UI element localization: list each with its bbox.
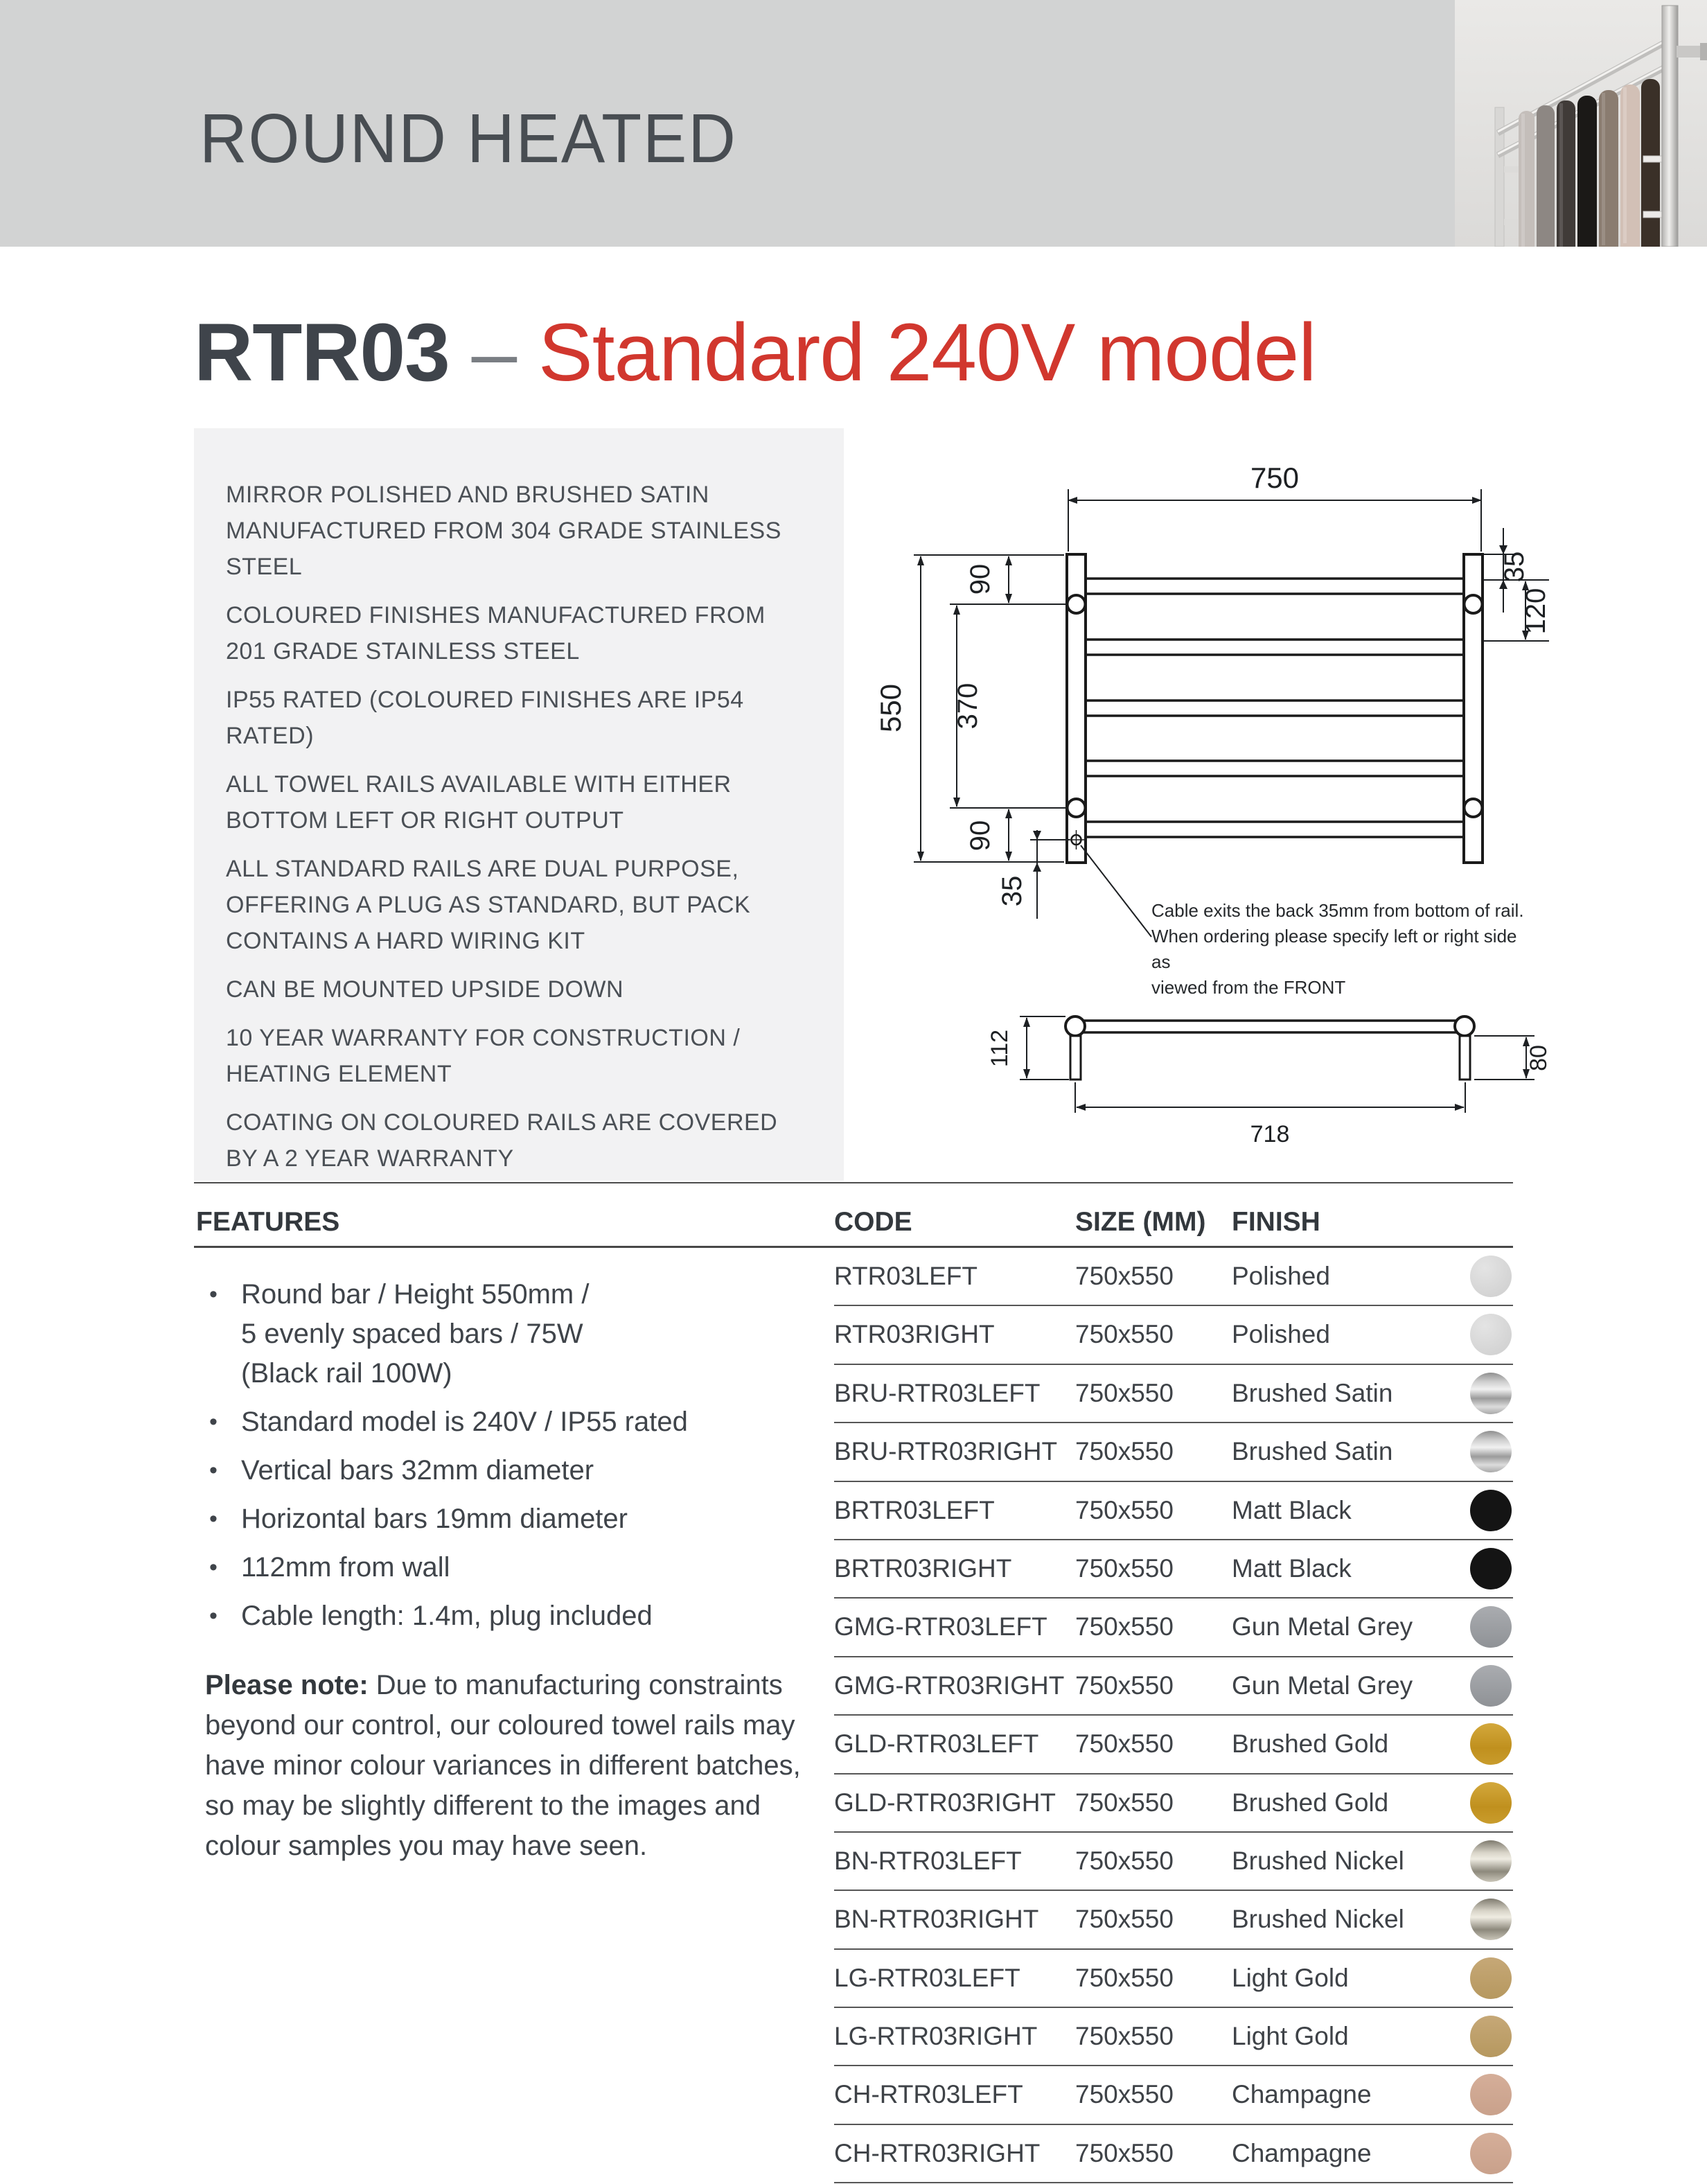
feature-item	[205, 1451, 837, 1490]
cable-note-line: When ordering please specify left or right side as	[1151, 926, 1517, 972]
finish-swatch-brushed-nickel	[1470, 1840, 1512, 1882]
cell-code: BRTR03RIGHT	[834, 1553, 1012, 1583]
title-dash: –	[471, 307, 517, 398]
table-row	[834, 1891, 1513, 1949]
cell-finish: Brushed Satin	[1232, 1378, 1393, 1407]
feature-line: • Cable length: 1.4m, plug included	[241, 1601, 653, 1631]
table-row	[834, 1950, 1513, 2008]
mount-hole	[1465, 799, 1483, 817]
table-row	[834, 1306, 1513, 1364]
cell-finish: Brushed Gold	[1232, 1729, 1389, 1759]
cable-exit-symbol	[1067, 830, 1086, 849]
feature-item	[205, 1596, 837, 1636]
cell-code: BRU-RTR03RIGHT	[834, 1437, 1058, 1466]
divider-rule	[194, 1182, 1513, 1183]
feature-line: • 112mm from wall	[241, 1552, 450, 1583]
finish-swatch-champagne	[1470, 2133, 1512, 2174]
side-view-diagram	[956, 984, 1707, 1192]
table-row	[834, 1716, 1513, 1774]
cell-finish: Light Gold	[1232, 2022, 1349, 2051]
cell-size: 750x550	[1075, 1905, 1174, 1934]
cell-finish: Brushed Gold	[1232, 1788, 1389, 1817]
spec-paragraph: ALL TOWEL RAILS AVAILABLE WITH EITHER BOTTOM LEFT OR RIGHT OUTPUT	[226, 771, 732, 834]
cell-size: 750x550	[1075, 2080, 1174, 2109]
finish-swatch-matt-black	[1470, 1548, 1512, 1589]
finish-swatch-light-gold	[1470, 1957, 1512, 1999]
finish-swatch-gun-metal-grey	[1470, 1606, 1512, 1648]
finish-swatch-light-gold	[1470, 2016, 1512, 2057]
dim-label-mid-span: 370	[953, 682, 983, 730]
product-code: RTR03	[194, 307, 450, 398]
table-row	[834, 2066, 1513, 2124]
product-variant: Standard 240V model	[538, 307, 1316, 398]
feature-item	[205, 1499, 837, 1539]
page-header	[0, 0, 1707, 247]
spec-paragraph: COATING ON COLOURED RAILS ARE COVERED BY A 2 YEAR WARRANTY	[226, 1109, 778, 1172]
cell-code: GMG-RTR03LEFT	[834, 1612, 1047, 1641]
cell-size: 750x550	[1075, 1729, 1174, 1759]
cell-size: 750x550	[1075, 2022, 1174, 2051]
cell-finish: Light Gold	[1232, 1963, 1349, 1992]
bar-4	[1086, 761, 1464, 776]
table-row	[834, 1657, 1513, 1716]
feature-line: • Round bar / Height 550mm /	[241, 1279, 590, 1310]
feature-line: 5 evenly spaced bars / 75W	[241, 1319, 583, 1349]
mount-hole	[1068, 595, 1086, 613]
cell-size: 750x550	[1075, 1262, 1174, 1290]
cell-code: RTR03LEFT	[834, 1262, 978, 1290]
bar-1	[1086, 579, 1464, 594]
table-row	[834, 1482, 1513, 1540]
spec-paragraph: ALL STANDARD RAILS ARE DUAL PURPOSE, OFFERING A PLUG AS STANDARD, BUT PACK CONTAINS A HARD WIRING KIT	[226, 856, 751, 954]
cell-size: 750x550	[1075, 1495, 1174, 1524]
finish-swatch-gun-metal-grey	[1470, 1665, 1512, 1707]
finish-swatch-brushed-satin	[1470, 1431, 1512, 1472]
towel-rail-photo	[1455, 0, 1707, 247]
cell-finish: Champagne	[1232, 2080, 1372, 2109]
feature-line: • Vertical bars 32mm diameter	[241, 1455, 594, 1486]
finish-swatch-brushed-satin	[1470, 1373, 1512, 1414]
feature-item	[205, 1402, 837, 1442]
spec-paragraph: CAN BE MOUNTED UPSIDE DOWN	[226, 976, 624, 1003]
cell-code: RTR03RIGHT	[834, 1320, 995, 1349]
cell-code: BRU-RTR03LEFT	[834, 1378, 1041, 1407]
dim-label-right-bar-gap: 120	[1521, 588, 1551, 635]
spec-paragraph: COLOURED FINISHES MANUFACTURED FROM 201 GRADE STAINLESS STEEL	[226, 602, 766, 664]
note-text: Due to manufacturing constraints beyond our control, our coloured towel rails may have minor colour variances in different batches, so may be slightly different to the images and colour samples you may have seen.	[205, 1670, 801, 1861]
cell-size: 750x550	[1075, 1846, 1174, 1875]
column-header-size: SIZE (MM)	[1075, 1207, 1206, 1237]
cell-code: LG-RTR03RIGHT	[834, 2022, 1038, 2051]
cell-finish: Gun Metal Grey	[1232, 1671, 1413, 1700]
bar-3	[1086, 701, 1464, 716]
table-row	[834, 1423, 1513, 1481]
table-row	[834, 1248, 1513, 1306]
feature-item	[205, 1548, 837, 1587]
cell-finish: Polished	[1232, 1320, 1330, 1349]
dim-label-right-top-gap: 35	[1499, 551, 1530, 583]
finish-swatch-brushed-gold	[1470, 1723, 1512, 1765]
end-cap	[1455, 1016, 1474, 1036]
dim-label-cable-offset: 35	[997, 875, 1027, 907]
cell-code: BN-RTR03RIGHT	[834, 1905, 1039, 1934]
cell-finish: Gun Metal Grey	[1232, 1612, 1413, 1641]
feature-item	[205, 1275, 837, 1393]
cell-code: CH-RTR03LEFT	[834, 2080, 1023, 2109]
cell-finish: Brushed Nickel	[1232, 1905, 1404, 1934]
mount-hole	[1465, 595, 1483, 613]
product-title	[194, 307, 1316, 398]
cell-finish: Matt Black	[1232, 1553, 1352, 1583]
table-row	[834, 1365, 1513, 1423]
wall-bracket	[1460, 1036, 1470, 1080]
feature-line: • Standard model is 240V / IP55 rated	[241, 1407, 688, 1437]
spec-paragraph: IP55 RATED (COLOURED FINISHES ARE IP54 RATED)	[226, 687, 744, 749]
dim-label-height: 550	[874, 683, 907, 733]
bar-5	[1086, 822, 1464, 837]
cell-finish: Champagne	[1232, 2138, 1372, 2167]
cell-size: 750x550	[1075, 1671, 1174, 1700]
cell-code: GLD-RTR03RIGHT	[834, 1788, 1056, 1817]
spec-paragraph: MIRROR POLISHED AND BRUSHED SATIN MANUFACTURED FROM 304 GRADE STAINLESS STEEL	[226, 482, 781, 580]
finish-swatch-polished	[1470, 1314, 1512, 1355]
cell-size: 750x550	[1075, 1612, 1174, 1641]
cell-code: GMG-RTR03RIGHT	[834, 1671, 1065, 1700]
features-list	[205, 1275, 837, 1636]
cell-size: 750x550	[1075, 2138, 1174, 2167]
dim-label-width: 750	[1250, 461, 1300, 494]
cell-size: 750x550	[1075, 1553, 1174, 1583]
cell-code: CH-RTR03RIGHT	[834, 2138, 1041, 2167]
cell-finish: Polished	[1232, 1262, 1330, 1290]
page-header-title: ROUND HEATED	[200, 100, 737, 177]
features-heading: FEATURES	[196, 1207, 340, 1237]
finish-table-rows	[834, 1248, 1513, 2183]
table-row	[834, 2008, 1513, 2066]
table-row	[834, 1774, 1513, 1833]
note-label: Please note:	[205, 1670, 369, 1700]
finish-swatch-polished	[1470, 1256, 1512, 1297]
features-column	[205, 1275, 837, 1894]
dim-label-bracket-height: 80	[1525, 1045, 1552, 1071]
cell-finish: Brushed Nickel	[1232, 1846, 1404, 1875]
towel-rail-photo-art	[1455, 0, 1707, 247]
cell-size: 750x550	[1075, 1320, 1174, 1349]
cell-code: LG-RTR03LEFT	[834, 1963, 1020, 1992]
cable-note-line: viewed from the FRONT	[1151, 977, 1346, 998]
mount-hole	[1068, 799, 1086, 817]
features-and-table	[194, 1182, 1513, 2184]
cell-size: 750x550	[1075, 1788, 1174, 1817]
finish-swatch-champagne	[1470, 2074, 1512, 2115]
cell-code: GLD-RTR03LEFT	[834, 1729, 1039, 1759]
column-header-finish: FINISH	[1232, 1207, 1320, 1237]
spec-paragraph: 10 YEAR WARRANTY FOR CONSTRUCTION / HEATING ELEMENT	[226, 1025, 741, 1087]
dim-label-bottom-offset: 90	[965, 820, 996, 852]
feature-line: • Horizontal bars 19mm diameter	[241, 1504, 628, 1534]
feature-line: (Black rail 100W)	[241, 1358, 452, 1389]
cable-note-line: Cable exits the back 35mm from bottom of rail.	[1151, 900, 1524, 921]
end-cap	[1065, 1016, 1085, 1036]
cell-size: 750x550	[1075, 1378, 1174, 1407]
finish-swatch-brushed-nickel	[1470, 1899, 1512, 1940]
finish-swatch-brushed-gold	[1470, 1782, 1512, 1824]
cell-code: BRTR03LEFT	[834, 1495, 995, 1524]
dim-label-span: 718	[1250, 1121, 1290, 1147]
cell-size: 750x550	[1075, 1437, 1174, 1466]
cell-size: 750x550	[1075, 1963, 1174, 1992]
spec-box	[194, 428, 844, 1181]
table-row	[834, 1599, 1513, 1657]
table-row	[834, 2125, 1513, 2183]
cell-finish: Matt Black	[1232, 1495, 1352, 1524]
wall-bracket	[1070, 1036, 1081, 1080]
manufacturing-note	[205, 1665, 832, 1866]
column-header-code: CODE	[834, 1207, 912, 1237]
table-row	[834, 1833, 1513, 1891]
table-row	[834, 1540, 1513, 1599]
dim-label-top-offset: 90	[965, 563, 996, 595]
cell-finish: Brushed Satin	[1232, 1437, 1393, 1466]
finish-swatch-matt-black	[1470, 1490, 1512, 1531]
cell-code: BN-RTR03LEFT	[834, 1846, 1022, 1875]
dim-label-depth: 112	[987, 1029, 1013, 1068]
bar-2	[1086, 640, 1464, 655]
